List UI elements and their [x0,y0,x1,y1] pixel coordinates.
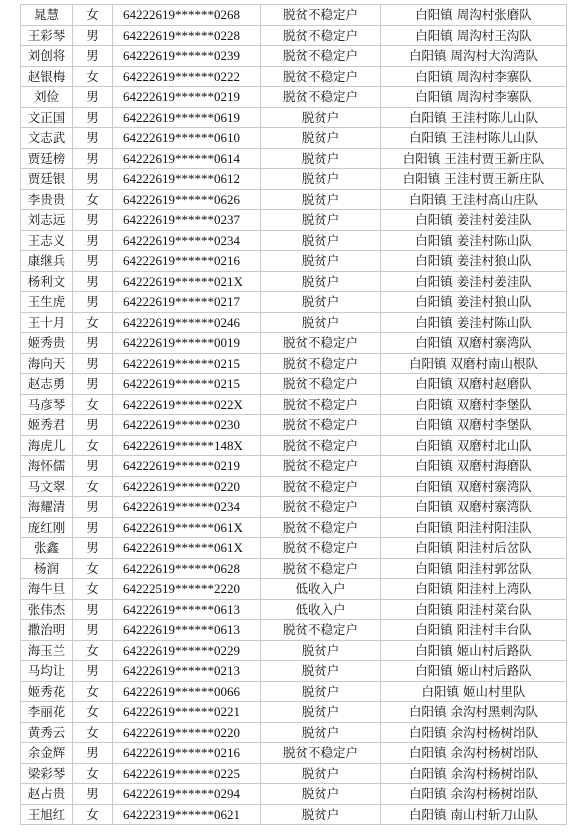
status-cell[interactable]: 脱贫户 [261,271,381,292]
gender-cell[interactable]: 男 [73,292,113,313]
status-cell[interactable]: 脱贫户 [261,661,381,682]
id-number-cell[interactable]: 64222619******0019 [113,333,261,354]
id-number-cell[interactable]: 64222619******0626 [113,189,261,210]
status-cell[interactable]: 脱贫户 [261,230,381,251]
address-cell[interactable]: 白阳镇 双磨村寨湾队 [381,476,567,497]
status-cell[interactable]: 脱贫不稳定户 [261,558,381,579]
gender-cell[interactable]: 女 [73,66,113,87]
id-number-cell[interactable]: 64222619******0213 [113,661,261,682]
table-row [21,169,567,190]
name-cell[interactable]: 海向天 [21,353,73,374]
name-cell[interactable]: 马均让 [21,661,73,682]
name-cell[interactable]: 康继兵 [21,251,73,272]
gender-cell[interactable]: 男 [73,107,113,128]
id-number-cell[interactable]: 64222619******0268 [113,5,261,26]
status-cell[interactable]: 脱贫户 [261,312,381,333]
table-row [21,374,567,395]
gender-cell[interactable]: 男 [73,661,113,682]
status-cell[interactable]: 脱贫户 [261,702,381,723]
status-cell[interactable]: 脱贫户 [261,251,381,272]
name-cell[interactable]: 马彦琴 [21,394,73,415]
address-cell[interactable]: 白阳镇 王洼村陈儿山队 [381,107,567,128]
gender-cell[interactable]: 男 [73,784,113,805]
id-number-cell[interactable]: 64222519******2220 [113,579,261,600]
name-cell[interactable]: 文正国 [21,107,73,128]
name-cell[interactable]: 赵占贵 [21,784,73,805]
gender-cell[interactable]: 男 [73,169,113,190]
address-cell[interactable]: 白阳镇 周沟村李寨队 [381,66,567,87]
table-row [21,333,567,354]
id-number-cell[interactable]: 64222619******0222 [113,66,261,87]
name-cell[interactable]: 杨利文 [21,271,73,292]
status-cell[interactable]: 脱贫户 [261,804,381,825]
id-number-cell[interactable]: 64222619******021X [113,271,261,292]
gender-cell[interactable]: 男 [73,456,113,477]
gender-cell[interactable]: 女 [73,722,113,743]
name-cell[interactable]: 刘志远 [21,210,73,231]
table-row [21,128,567,149]
id-number-cell[interactable]: 64222619******0229 [113,640,261,661]
address-cell[interactable]: 白阳镇 双磨村北山队 [381,435,567,456]
id-number-cell[interactable]: 64222619******0215 [113,374,261,395]
id-number-cell[interactable]: 64222619******0610 [113,128,261,149]
table-row [21,702,567,723]
gender-cell[interactable]: 女 [73,5,113,26]
address-cell[interactable]: 白阳镇 姜洼村陈山队 [381,312,567,333]
id-number-cell[interactable]: 64222619******0219 [113,87,261,108]
table-row [21,804,567,825]
name-cell[interactable]: 王志义 [21,230,73,251]
gender-cell[interactable]: 男 [73,210,113,231]
table-row [21,292,567,313]
address-cell[interactable]: 白阳镇 周沟村王沟队 [381,25,567,46]
address-cell[interactable]: 白阳镇 余沟村杨树岇队 [381,763,567,784]
status-cell[interactable]: 脱贫户 [261,169,381,190]
id-number-cell[interactable]: 64222619******0239 [113,46,261,67]
id-number-cell[interactable]: 64222619******0294 [113,784,261,805]
status-cell[interactable]: 脱贫户 [261,763,381,784]
id-number-cell[interactable]: 64222619******0215 [113,353,261,374]
address-cell[interactable]: 白阳镇 余沟村杨树岇队 [381,743,567,764]
gender-cell[interactable]: 男 [73,271,113,292]
id-number-cell[interactable]: 64222619******0234 [113,497,261,518]
name-cell[interactable]: 海虎儿 [21,435,73,456]
table-row [21,435,567,456]
status-cell[interactable]: 脱贫不稳定户 [261,476,381,497]
gender-cell[interactable]: 女 [73,312,113,333]
table-row [21,394,567,415]
status-cell[interactable]: 脱贫户 [261,681,381,702]
table-row [21,456,567,477]
name-cell[interactable]: 撒治明 [21,620,73,641]
address-cell[interactable]: 白阳镇 姜洼村姜洼队 [381,271,567,292]
gender-cell[interactable]: 男 [73,374,113,395]
status-cell[interactable]: 脱贫不稳定户 [261,620,381,641]
name-cell[interactable]: 王彩琴 [21,25,73,46]
address-cell[interactable]: 白阳镇 阳洼村郭岔队 [381,558,567,579]
address-cell[interactable]: 白阳镇 阳洼村后岔队 [381,538,567,559]
address-cell[interactable]: 白阳镇 王洼村贾王新庄队 [381,148,567,169]
address-cell[interactable]: 白阳镇 姬山村后路队 [381,640,567,661]
id-number-cell[interactable]: 64222619******0230 [113,415,261,436]
gender-cell[interactable]: 男 [73,497,113,518]
address-cell[interactable]: 白阳镇 余沟村杨树岇队 [381,722,567,743]
status-cell[interactable]: 脱贫户 [261,640,381,661]
address-cell[interactable]: 白阳镇 双磨村寨湾队 [381,497,567,518]
gender-cell[interactable]: 女 [73,804,113,825]
id-number-cell[interactable]: 64222619******061X [113,517,261,538]
address-cell[interactable]: 白阳镇 王洼村贾王新庄队 [381,169,567,190]
name-cell[interactable]: 张伟杰 [21,599,73,620]
table-row [21,763,567,784]
address-cell[interactable]: 白阳镇 双磨村海磨队 [381,456,567,477]
address-cell[interactable]: 白阳镇 姬山村里队 [381,681,567,702]
households-table [20,4,567,825]
gender-cell[interactable]: 女 [73,579,113,600]
id-number-cell[interactable]: 64222619******0619 [113,107,261,128]
address-cell[interactable]: 白阳镇 双磨村寨湾队 [381,333,567,354]
status-cell[interactable]: 脱贫不稳定户 [261,5,381,26]
status-cell[interactable]: 脱贫户 [261,210,381,231]
gender-cell[interactable]: 男 [73,538,113,559]
id-number-cell[interactable]: 64222619******0237 [113,210,261,231]
gender-cell[interactable]: 男 [73,415,113,436]
status-cell[interactable]: 脱贫不稳定户 [261,497,381,518]
gender-cell[interactable]: 男 [73,743,113,764]
id-number-cell[interactable]: 64222619******0220 [113,476,261,497]
name-cell[interactable]: 李贵贵 [21,189,73,210]
name-cell[interactable]: 刘创将 [21,46,73,67]
table-row [21,681,567,702]
name-cell[interactable]: 海玉兰 [21,640,73,661]
table-body [21,5,567,825]
status-cell[interactable]: 脱贫户 [261,292,381,313]
name-cell[interactable]: 海怀儒 [21,456,73,477]
status-cell[interactable]: 脱贫不稳定户 [261,517,381,538]
id-number-cell[interactable]: 64222619******0228 [113,25,261,46]
table-row [21,640,567,661]
table-row [21,251,567,272]
table-row [21,497,567,518]
address-cell[interactable]: 白阳镇 双磨村李堡队 [381,394,567,415]
table-row [21,661,567,682]
status-cell[interactable]: 脱贫不稳定户 [261,374,381,395]
id-number-cell[interactable]: 64222619******061X [113,538,261,559]
address-cell[interactable]: 白阳镇 阳洼村上湾队 [381,579,567,600]
status-cell[interactable]: 脱贫不稳定户 [261,66,381,87]
id-number-cell[interactable]: 64222619******022X [113,394,261,415]
name-cell[interactable]: 黄秀云 [21,722,73,743]
table-row [21,312,567,333]
address-cell[interactable]: 白阳镇 王洼村陈儿山队 [381,128,567,149]
address-cell[interactable]: 白阳镇 姜洼村陈山队 [381,230,567,251]
table-row [21,599,567,620]
status-cell[interactable]: 脱贫不稳定户 [261,353,381,374]
id-number-cell[interactable]: 64222619******0066 [113,681,261,702]
name-cell[interactable]: 马文翠 [21,476,73,497]
status-cell[interactable]: 脱贫不稳定户 [261,743,381,764]
name-cell[interactable]: 梁彩琴 [21,763,73,784]
address-cell[interactable]: 白阳镇 周沟村李寨队 [381,87,567,108]
name-cell[interactable]: 晁慧 [21,5,73,26]
status-cell[interactable]: 脱贫户 [261,722,381,743]
status-cell[interactable]: 脱贫户 [261,128,381,149]
address-cell[interactable]: 白阳镇 双磨村李堡队 [381,415,567,436]
gender-cell[interactable]: 男 [73,148,113,169]
gender-cell[interactable]: 男 [73,620,113,641]
table-row [21,743,567,764]
address-cell[interactable]: 白阳镇 周沟村张磨队 [381,5,567,26]
gender-cell[interactable]: 女 [73,435,113,456]
table-row [21,538,567,559]
id-number-cell[interactable]: 64222619******0217 [113,292,261,313]
gender-cell[interactable]: 女 [73,558,113,579]
status-cell[interactable]: 低收入户 [261,579,381,600]
gender-cell[interactable]: 女 [73,476,113,497]
address-cell[interactable]: 白阳镇 双磨村南山根队 [381,353,567,374]
address-cell[interactable]: 白阳镇 南山村斩刀山队 [381,804,567,825]
id-number-cell[interactable]: 64222619******0225 [113,763,261,784]
name-cell[interactable]: 海牛旦 [21,579,73,600]
name-cell[interactable]: 姬秀君 [21,415,73,436]
gender-cell[interactable]: 女 [73,763,113,784]
name-cell[interactable]: 赵银梅 [21,66,73,87]
name-cell[interactable]: 姬秀贵 [21,333,73,354]
gender-cell[interactable]: 男 [73,128,113,149]
address-cell[interactable]: 白阳镇 姜洼村狼山队 [381,292,567,313]
status-cell[interactable]: 脱贫不稳定户 [261,25,381,46]
status-cell[interactable]: 脱贫不稳定户 [261,538,381,559]
gender-cell[interactable]: 男 [73,46,113,67]
table-row [21,722,567,743]
address-cell[interactable]: 白阳镇 阳洼村菜台队 [381,599,567,620]
id-number-cell[interactable]: 64222619******0220 [113,722,261,743]
table-row [21,66,567,87]
address-cell[interactable]: 白阳镇 阳洼村阳洼队 [381,517,567,538]
table-row [21,517,567,538]
table-row [21,579,567,600]
table-row [21,189,567,210]
id-number-cell[interactable]: 64222619******0216 [113,743,261,764]
id-number-cell[interactable]: 64222619******0613 [113,620,261,641]
status-cell[interactable]: 脱贫不稳定户 [261,46,381,67]
status-cell[interactable]: 脱贫不稳定户 [261,333,381,354]
name-cell[interactable]: 王生虎 [21,292,73,313]
status-cell[interactable]: 脱贫户 [261,189,381,210]
table-row [21,271,567,292]
name-cell[interactable]: 李丽花 [21,702,73,723]
id-number-cell[interactable]: 64222619******0613 [113,599,261,620]
address-cell[interactable]: 白阳镇 周沟村大沟湾队 [381,46,567,67]
name-cell[interactable]: 王十月 [21,312,73,333]
gender-cell[interactable]: 男 [73,353,113,374]
name-cell[interactable]: 庞红刚 [21,517,73,538]
status-cell[interactable]: 脱贫不稳定户 [261,415,381,436]
name-cell[interactable]: 贾廷榜 [21,148,73,169]
table-row [21,784,567,805]
status-cell[interactable]: 脱贫不稳定户 [261,87,381,108]
gender-cell[interactable]: 女 [73,189,113,210]
table-row [21,558,567,579]
table-row [21,415,567,436]
name-cell[interactable]: 海耀清 [21,497,73,518]
address-cell[interactable]: 白阳镇 姜洼村狼山队 [381,251,567,272]
gender-cell[interactable]: 男 [73,251,113,272]
name-cell[interactable]: 杨润 [21,558,73,579]
status-cell[interactable]: 脱贫不稳定户 [261,456,381,477]
id-number-cell[interactable]: 64222619******0246 [113,312,261,333]
name-cell[interactable]: 余金辉 [21,743,73,764]
name-cell[interactable]: 刘俭 [21,87,73,108]
status-cell[interactable]: 低收入户 [261,599,381,620]
name-cell[interactable]: 张鑫 [21,538,73,559]
id-number-cell[interactable]: 64222619******0219 [113,456,261,477]
id-number-cell[interactable]: 64222619******0234 [113,230,261,251]
table-row [21,148,567,169]
table-row [21,230,567,251]
name-cell[interactable]: 王旭红 [21,804,73,825]
gender-cell[interactable]: 女 [73,681,113,702]
address-cell[interactable]: 白阳镇 余沟村杨树岇队 [381,784,567,805]
gender-cell[interactable]: 女 [73,702,113,723]
address-cell[interactable]: 白阳镇 姬山村后路队 [381,661,567,682]
gender-cell[interactable]: 男 [73,87,113,108]
gender-cell[interactable]: 男 [73,25,113,46]
gender-cell[interactable]: 女 [73,640,113,661]
name-cell[interactable]: 文志武 [21,128,73,149]
gender-cell[interactable]: 男 [73,599,113,620]
table-row [21,46,567,67]
id-number-cell[interactable]: 64222619******0221 [113,702,261,723]
name-cell[interactable]: 贾廷银 [21,169,73,190]
id-number-cell[interactable]: 64222619******148X [113,435,261,456]
gender-cell[interactable]: 女 [73,394,113,415]
table-row [21,620,567,641]
id-number-cell[interactable]: 64222619******0216 [113,251,261,272]
table-row [21,107,567,128]
gender-cell[interactable]: 男 [73,230,113,251]
address-cell[interactable]: 白阳镇 阳洼村丰台队 [381,620,567,641]
table-row [21,5,567,26]
status-cell[interactable]: 脱贫户 [261,148,381,169]
gender-cell[interactable]: 男 [73,333,113,354]
gender-cell[interactable]: 男 [73,517,113,538]
address-cell[interactable]: 白阳镇 王洼村高山庄队 [381,189,567,210]
address-cell[interactable]: 白阳镇 姜洼村姜洼队 [381,210,567,231]
table-row [21,476,567,497]
name-cell[interactable]: 姬秀花 [21,681,73,702]
id-number-cell[interactable]: 64222319******0621 [113,804,261,825]
name-cell[interactable]: 赵志勇 [21,374,73,395]
table-row [21,353,567,374]
id-number-cell[interactable]: 64222619******0628 [113,558,261,579]
address-cell[interactable]: 白阳镇 余沟村黑刺沟队 [381,702,567,723]
table-row [21,87,567,108]
table-row [21,25,567,46]
id-number-cell[interactable]: 64222619******0612 [113,169,261,190]
status-cell[interactable]: 脱贫不稳定户 [261,394,381,415]
id-number-cell[interactable]: 64222619******0614 [113,148,261,169]
status-cell[interactable]: 脱贫户 [261,784,381,805]
status-cell[interactable]: 脱贫不稳定户 [261,435,381,456]
table-row [21,210,567,231]
address-cell[interactable]: 白阳镇 双磨村赵磨队 [381,374,567,395]
status-cell[interactable]: 脱贫户 [261,107,381,128]
